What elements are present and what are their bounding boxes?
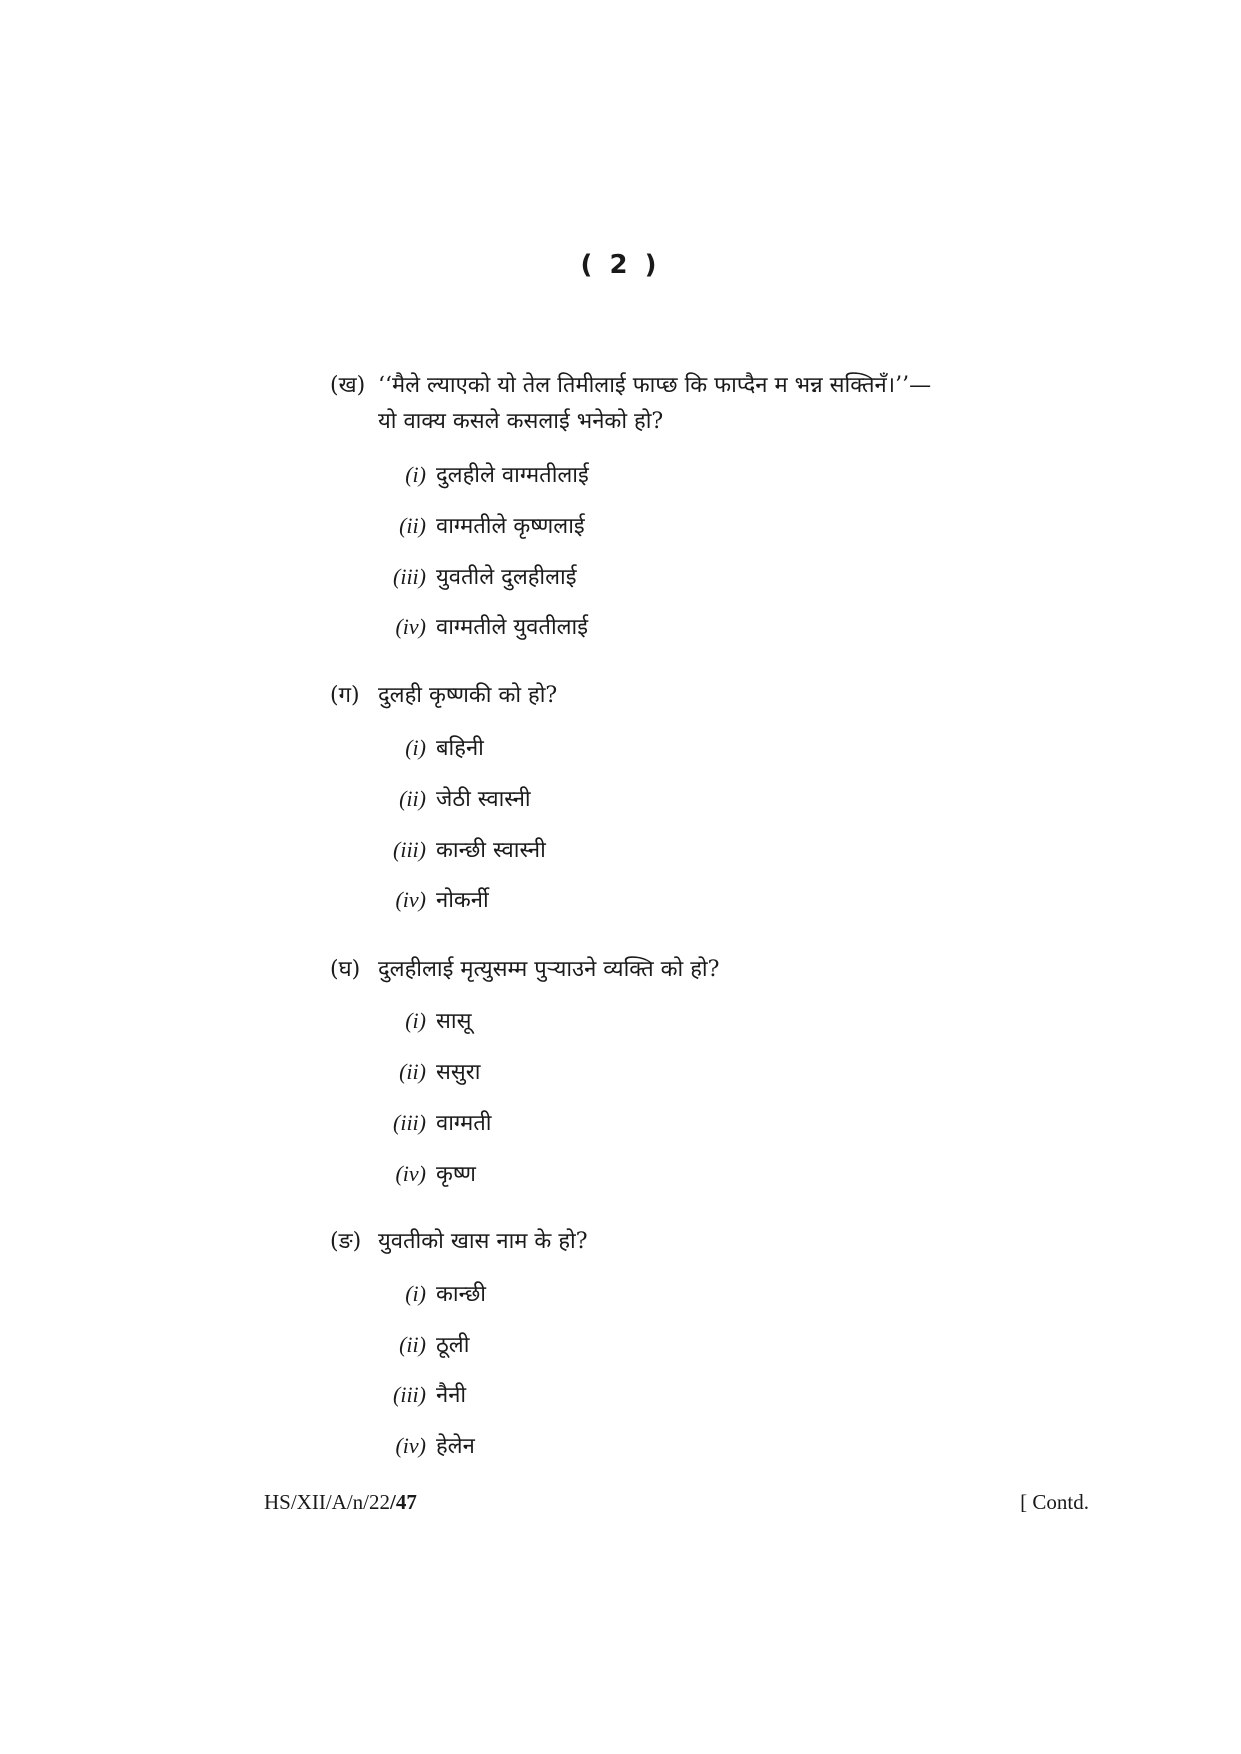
option-text: कृष्ण — [436, 1162, 476, 1187]
option — [380, 1380, 466, 1411]
option-text: कान्छी — [436, 1282, 487, 1307]
option — [380, 784, 531, 815]
question-label: (घ) — [330, 957, 361, 982]
option-text: वाग्मती — [436, 1111, 492, 1136]
option-number: (ii) — [399, 1059, 426, 1084]
option — [380, 733, 484, 764]
option — [380, 460, 589, 491]
option-number: (iii) — [393, 564, 426, 589]
option-number: (iii) — [393, 1382, 426, 1407]
option-text: ससुरा — [436, 1060, 481, 1085]
option-number: (i) — [405, 1008, 426, 1033]
question-label: (ङ) — [330, 1229, 362, 1254]
question-text — [378, 678, 1090, 714]
question-text — [378, 952, 1090, 988]
option-text: नैनी — [436, 1383, 467, 1408]
option-text: नोकर्नी — [436, 888, 489, 913]
option — [380, 1057, 480, 1088]
option — [380, 1108, 492, 1139]
option-text: सासू — [436, 1009, 472, 1034]
option-text: ठूली — [436, 1333, 470, 1358]
option — [380, 1006, 471, 1037]
exam-code-prefix: HS/XII/A/n/22 — [264, 1490, 390, 1514]
question-ga — [330, 678, 1090, 714]
option-text: दुलहीले वाग्मतीलाई — [436, 463, 589, 488]
option-number: (i) — [405, 735, 426, 760]
option-number: (iv) — [395, 1433, 426, 1458]
option — [380, 835, 546, 866]
option-number: (ii) — [399, 513, 426, 538]
page-number: ( 2 ) — [580, 250, 661, 280]
question-text — [378, 1224, 1090, 1260]
option-number: (ii) — [399, 1332, 426, 1357]
option — [380, 612, 588, 643]
option-text: हेलेन — [436, 1434, 475, 1459]
question-kha — [330, 368, 1090, 440]
contd-label: [ Contd. — [1020, 1490, 1089, 1514]
exam-code — [264, 1490, 417, 1515]
question-label: (ग) — [330, 683, 360, 708]
option — [380, 1431, 475, 1462]
option-number: (iii) — [393, 1110, 426, 1135]
option-number: (i) — [405, 1281, 426, 1306]
option — [380, 1279, 486, 1310]
question-text-line: दुलहीलाई मृत्युसम्म पुऱ्याउने व्यक्ति को हो? — [378, 957, 720, 982]
option-text: युवतीले दुलहीलाई — [436, 565, 577, 590]
question-text-line: ‘‘मैले ल्याएको यो तेल तिमीलाई फाप्छ कि फाप्दैन म भन्न सक्तिनँ।’’— — [378, 373, 932, 398]
option — [380, 562, 577, 593]
option-number: (i) — [405, 462, 426, 487]
option — [380, 1330, 469, 1361]
option-text: बहिनी — [436, 736, 484, 761]
question-text-line: युवतीको खास नाम के हो? — [378, 1229, 588, 1254]
question-nga — [330, 1224, 1090, 1260]
option-number: (ii) — [399, 786, 426, 811]
question-gha — [330, 952, 1090, 988]
option-text: वाग्मतीले कृष्णलाई — [436, 514, 585, 539]
option-number: (iv) — [395, 614, 426, 639]
option — [380, 1159, 476, 1190]
option-number: (iii) — [393, 837, 426, 862]
question-text-line: यो वाक्य कसले कसलाई भनेको हो? — [378, 409, 664, 434]
exam-code-suffix: /47 — [390, 1490, 417, 1514]
option-number: (iv) — [395, 1161, 426, 1186]
question-text — [378, 368, 1090, 440]
option-number: (iv) — [395, 887, 426, 912]
option-text: कान्छी स्वास्नी — [436, 838, 546, 863]
option-text: वाग्मतीले युवतीलाई — [436, 615, 589, 640]
option — [380, 885, 489, 916]
option-text: जेठी स्वास्नी — [436, 787, 531, 812]
option — [380, 511, 585, 542]
question-label: (ख) — [330, 373, 366, 398]
question-text-line: दुलही कृष्णकी को हो? — [378, 683, 558, 708]
